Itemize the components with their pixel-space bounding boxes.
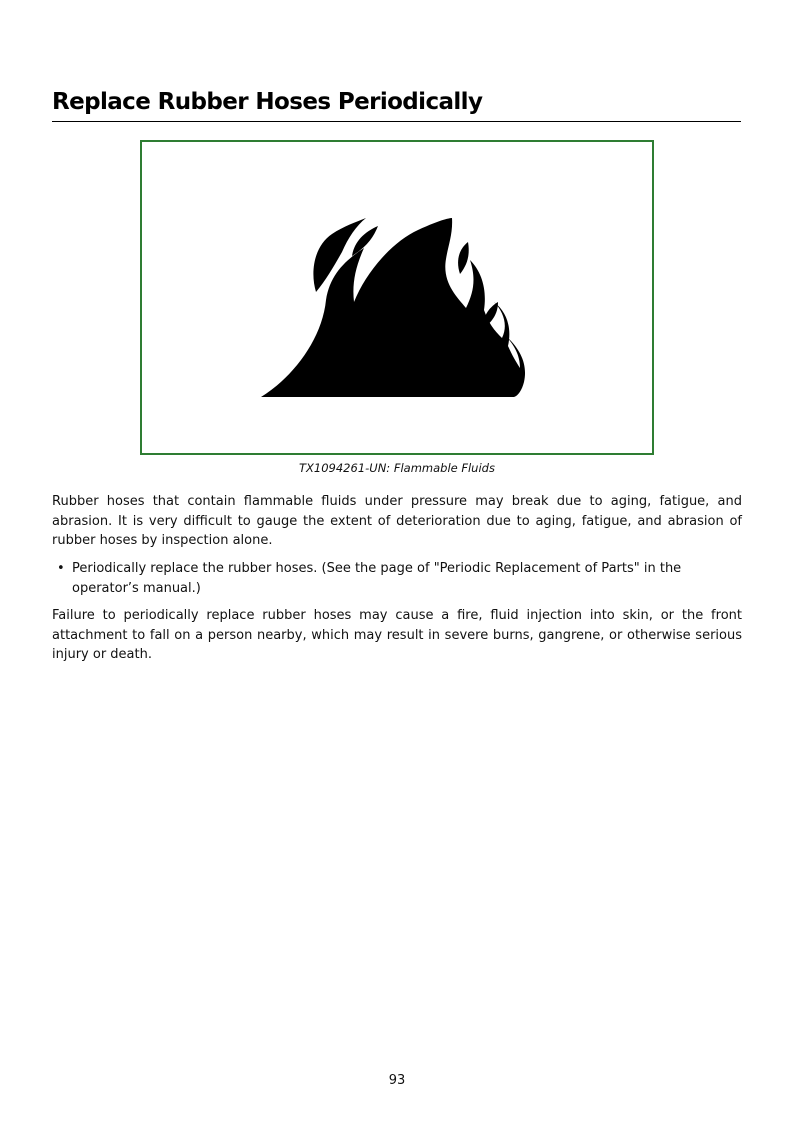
- bullet-item: [52, 559, 742, 598]
- page-number: 93: [388, 1073, 406, 1088]
- paragraph: Rubber hoses that contain flammable fluids under pressure may break due to aging, fatigue, and abrasion. It is very difficult to gauge the extent of deterioration due to aging, fatigue, and abrasion of rubber hoses by inspection alone.: [52, 494, 742, 548]
- bullet-list: [52, 559, 742, 598]
- figure-frame: [140, 140, 654, 455]
- bullet-text: Periodically replace the rubber hoses. (See the page of "Periodic Replacement of Parts" in the operator’s manual.): [72, 561, 682, 596]
- page-title: Replace Rubber Hoses Periodically: [52, 89, 483, 115]
- flame-icon: [142, 142, 652, 453]
- figure-caption: TX1094261-UN: Flammable Fluids: [299, 461, 495, 475]
- bullet-icon: •: [57, 561, 65, 576]
- title-divider: [52, 121, 741, 122]
- paragraph: Failure to periodically replace rubber hoses may cause a fire, fluid injection into skin, or the front attachment to fall on a person nearby, which may result in severe burns, gangrene, or otherwise serious injury or death.: [52, 608, 742, 662]
